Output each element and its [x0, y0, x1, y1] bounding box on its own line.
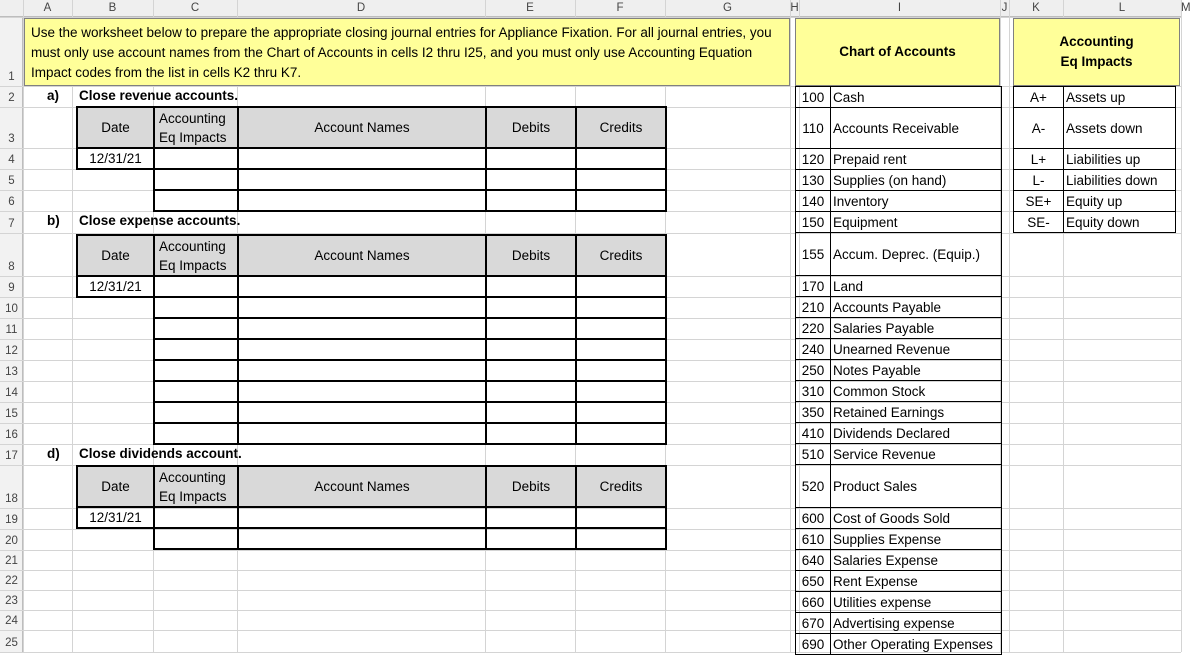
row-header-10[interactable]: 10	[5, 303, 18, 315]
date-cell[interactable]	[77, 169, 154, 190]
date-header-text: Date	[101, 479, 130, 494]
account-name[interactable]: Product Sales	[831, 465, 1002, 508]
impact-code-row	[1014, 108, 1176, 149]
impact-description[interactable]: Equity up	[1064, 191, 1176, 212]
impacts-title-line2: Eq Impacts	[1060, 54, 1133, 69]
section-title: Close revenue accounts.	[79, 88, 239, 103]
debit-cell[interactable]	[486, 318, 576, 339]
account-name-cell[interactable]	[238, 276, 486, 297]
account-name-cell[interactable]	[238, 507, 486, 528]
account-names-header-text: Account Names	[314, 479, 410, 494]
column-header-f[interactable]: F	[616, 2, 624, 14]
chart-of-accounts-table	[795, 86, 1002, 655]
account-number[interactable]: 110	[796, 108, 831, 149]
journal-row	[77, 190, 666, 211]
journal-row	[77, 339, 666, 360]
impacts-header-line2: Eq Impacts	[159, 488, 227, 504]
account-number[interactable]: 240	[796, 339, 831, 360]
debit-cell[interactable]	[486, 507, 576, 528]
journal-row	[77, 528, 666, 549]
column-header-k[interactable]: K	[1032, 2, 1040, 14]
journal-row	[77, 381, 666, 402]
date-cell[interactable]	[77, 402, 154, 423]
debit-cell[interactable]	[486, 381, 576, 402]
row-header-25[interactable]: 25	[5, 637, 18, 649]
debit-cell[interactable]	[486, 528, 576, 549]
impacts-header-line2: Eq Impacts	[159, 129, 227, 145]
impact-code-cell[interactable]	[154, 402, 238, 423]
credit-cell[interactable]	[576, 148, 666, 169]
instructions-text: Use the worksheet below to prepare the appropriate closing journal entries for Appliance Fixation. For all journal entries, you must only use account names from the Chart of Accounts in cells I2 thru I25, and you must only use Accounting Equation Impact codes from the list in cells K2 thru K7.	[31, 25, 772, 80]
account-name[interactable]: Accum. Deprec. (Equip.)	[831, 233, 1002, 276]
impact-code-row	[1014, 191, 1176, 212]
section-letter: d)	[47, 446, 60, 461]
row-header-20[interactable]: 20	[5, 535, 18, 547]
account-row	[796, 339, 1002, 360]
impact-code-cell[interactable]	[154, 148, 238, 169]
account-name[interactable]: Advertising expense	[831, 613, 1002, 634]
account-names-header-text: Account Names	[314, 248, 410, 263]
account-number[interactable]: 170	[796, 276, 831, 297]
section-letter: b)	[47, 213, 60, 228]
journal-row	[77, 360, 666, 381]
credits-header[interactable]	[576, 466, 666, 507]
account-name-cell[interactable]	[238, 381, 486, 402]
impact-code-row	[1014, 87, 1176, 108]
journal-entry-table	[76, 234, 667, 445]
row-header-16[interactable]: 16	[5, 429, 18, 441]
account-number[interactable]: 220	[796, 318, 831, 339]
row-header-8[interactable]: 8	[8, 261, 15, 273]
account-row	[796, 87, 1002, 108]
account-name-cell[interactable]	[238, 402, 486, 423]
account-row	[796, 108, 1002, 149]
row-header-21[interactable]: 21	[5, 555, 18, 567]
row-header-17[interactable]: 17	[5, 450, 18, 462]
credit-cell[interactable]	[576, 276, 666, 297]
date-cell[interactable]	[77, 318, 154, 339]
impact-code[interactable]: L-	[1014, 170, 1064, 191]
impacts-title-line1: Accounting	[1059, 34, 1134, 49]
credit-cell[interactable]	[576, 297, 666, 318]
impact-code-cell[interactable]	[154, 507, 238, 528]
journal-row	[77, 402, 666, 423]
account-names-header[interactable]	[238, 466, 486, 507]
date-header[interactable]	[77, 107, 154, 148]
account-name[interactable]: Accounts Payable	[831, 297, 1002, 318]
account-name-cell[interactable]	[238, 339, 486, 360]
impact-code-cell[interactable]	[154, 318, 238, 339]
account-number[interactable]: 670	[796, 613, 831, 634]
row-header-12[interactable]: 12	[5, 345, 18, 357]
impact-code[interactable]: A-	[1014, 108, 1064, 149]
impact-description[interactable]: Assets down	[1064, 108, 1176, 149]
account-number[interactable]: 150	[796, 212, 831, 233]
account-row	[796, 276, 1002, 297]
date-cell[interactable]: 12/31/21	[77, 148, 154, 169]
column-header-h[interactable]: H	[790, 2, 799, 14]
account-row	[796, 508, 1002, 529]
account-number[interactable]: 310	[796, 381, 831, 402]
account-name-cell[interactable]	[238, 190, 486, 211]
journal-row	[77, 297, 666, 318]
account-row	[796, 592, 1002, 613]
account-name[interactable]: Accounts Receivable	[831, 108, 1002, 149]
impact-code-row	[1014, 170, 1176, 191]
account-number[interactable]: 650	[796, 571, 831, 592]
account-row	[796, 191, 1002, 212]
row-header-1[interactable]: 1	[8, 71, 15, 83]
impacts-header-line1: Accounting	[159, 238, 226, 254]
date-cell[interactable]	[77, 339, 154, 360]
debit-cell[interactable]	[486, 148, 576, 169]
date-header[interactable]	[77, 235, 154, 276]
impact-code-cell[interactable]	[154, 528, 238, 549]
column-header-e[interactable]: E	[526, 2, 534, 14]
account-name-cell[interactable]	[238, 297, 486, 318]
credit-cell[interactable]	[576, 318, 666, 339]
row-header-6[interactable]: 6	[8, 196, 15, 208]
account-name-cell[interactable]	[238, 318, 486, 339]
impact-code-cell[interactable]	[154, 169, 238, 190]
impacts-title	[1013, 18, 1180, 86]
account-row	[796, 529, 1002, 550]
account-name-cell[interactable]	[238, 423, 486, 444]
account-row	[796, 149, 1002, 170]
journal-entry-table	[76, 465, 667, 550]
account-number[interactable]: 600	[796, 508, 831, 529]
account-row	[796, 444, 1002, 465]
row-header-22[interactable]: 22	[5, 575, 18, 587]
journal-row	[77, 148, 666, 169]
row-header-3[interactable]: 3	[8, 133, 15, 145]
account-row	[796, 465, 1002, 508]
section-title: Close dividends account.	[79, 446, 242, 461]
account-row	[796, 212, 1002, 233]
account-name-cell[interactable]	[238, 169, 486, 190]
impacts-header[interactable]	[154, 466, 238, 507]
account-row	[796, 634, 1002, 655]
account-number[interactable]: 155	[796, 233, 831, 276]
debits-header-text: Debits	[511, 120, 551, 135]
account-name[interactable]: Cost of Goods Sold	[831, 508, 1002, 529]
column-header-a[interactable]: A	[43, 2, 52, 14]
row-header-15[interactable]: 15	[5, 408, 18, 420]
credit-cell[interactable]	[576, 360, 666, 381]
account-number[interactable]: 690	[796, 634, 831, 655]
account-number[interactable]: 660	[796, 592, 831, 613]
credit-cell[interactable]	[576, 190, 666, 211]
account-name[interactable]: Salaries Payable	[831, 318, 1002, 339]
account-number[interactable]: 130	[796, 170, 831, 191]
impact-code-row	[1014, 212, 1176, 233]
impact-code-cell[interactable]	[154, 276, 238, 297]
row-header-14[interactable]: 14	[5, 387, 18, 399]
debits-header[interactable]	[486, 107, 576, 148]
account-number[interactable]: 210	[796, 297, 831, 318]
account-name[interactable]: Unearned Revenue	[831, 339, 1002, 360]
debit-cell[interactable]	[486, 190, 576, 211]
column-header-l[interactable]: L	[1118, 2, 1126, 14]
impact-code[interactable]: A+	[1014, 87, 1064, 108]
date-header-text: Date	[101, 248, 130, 263]
journal-row	[77, 423, 666, 444]
debit-cell[interactable]	[486, 402, 576, 423]
impact-code-cell[interactable]	[154, 297, 238, 318]
column-header-g[interactable]: G	[723, 2, 732, 14]
debit-cell[interactable]	[486, 169, 576, 190]
account-name[interactable]: Supplies (on hand)	[831, 170, 1002, 191]
credit-cell[interactable]	[576, 528, 666, 549]
chart-of-accounts-title: Chart of Accounts	[839, 44, 956, 59]
journal-row	[77, 318, 666, 339]
credits-header-text: Credits	[599, 479, 643, 494]
account-name[interactable]: Supplies Expense	[831, 529, 1002, 550]
section-title: Close expense accounts.	[79, 213, 241, 228]
account-name[interactable]: Rent Expense	[831, 571, 1002, 592]
row-header-24[interactable]: 24	[5, 615, 18, 627]
column-header-j[interactable]: J	[1001, 2, 1008, 14]
account-number[interactable]: 610	[796, 529, 831, 550]
account-number[interactable]: 120	[796, 149, 831, 170]
account-row	[796, 233, 1002, 276]
account-number[interactable]: 250	[796, 360, 831, 381]
impact-code-cell[interactable]	[154, 360, 238, 381]
row-header-2[interactable]: 2	[8, 92, 15, 104]
impact-code-cell[interactable]	[154, 339, 238, 360]
credit-cell[interactable]	[576, 423, 666, 444]
account-number[interactable]: 140	[796, 191, 831, 212]
date-header[interactable]	[77, 466, 154, 507]
credit-cell[interactable]	[576, 169, 666, 190]
account-name[interactable]: Equipment	[831, 212, 1002, 233]
impact-code-cell[interactable]	[154, 381, 238, 402]
account-row	[796, 297, 1002, 318]
column-header-m[interactable]: M	[1181, 2, 1191, 14]
account-name-cell[interactable]	[238, 148, 486, 169]
account-number[interactable]: 510	[796, 444, 831, 465]
debit-cell[interactable]	[486, 297, 576, 318]
account-number[interactable]: 350	[796, 402, 831, 423]
date-cell[interactable]: 12/31/21	[77, 507, 154, 528]
account-name[interactable]: Salaries Expense	[831, 550, 1002, 571]
debit-cell[interactable]	[486, 423, 576, 444]
journal-row	[77, 507, 666, 528]
impact-description[interactable]: Liabilities up	[1064, 149, 1176, 170]
row-header-18[interactable]: 18	[5, 493, 18, 505]
credits-header[interactable]	[576, 107, 666, 148]
impact-code-cell[interactable]	[154, 190, 238, 211]
date-cell[interactable]	[77, 381, 154, 402]
impact-description[interactable]: Assets up	[1064, 87, 1176, 108]
column-header-b[interactable]: B	[108, 2, 117, 14]
account-name[interactable]: Retained Earnings	[831, 402, 1002, 423]
date-cell[interactable]	[77, 528, 154, 549]
credits-header-text: Credits	[599, 248, 643, 263]
date-cell[interactable]	[77, 297, 154, 318]
debits-header[interactable]	[486, 235, 576, 276]
row-header-5[interactable]: 5	[8, 175, 15, 187]
impact-code[interactable]: L+	[1014, 149, 1064, 170]
date-cell[interactable]	[77, 190, 154, 211]
impact-code[interactable]: SE-	[1014, 212, 1064, 233]
account-row	[796, 360, 1002, 381]
account-row	[796, 423, 1002, 444]
account-row	[796, 571, 1002, 592]
section-letter: a)	[47, 88, 60, 103]
date-cell[interactable]	[77, 423, 154, 444]
debits-header-text: Debits	[511, 248, 551, 263]
account-name[interactable]: Inventory	[831, 191, 1002, 212]
account-names-header-text: Account Names	[314, 120, 410, 135]
debit-cell[interactable]	[486, 276, 576, 297]
row-header-9[interactable]: 9	[8, 282, 15, 294]
date-cell[interactable]	[77, 360, 154, 381]
credits-header-text: Credits	[599, 120, 643, 135]
row-header-7[interactable]: 7	[8, 218, 15, 230]
date-header-text: Date	[101, 120, 130, 135]
account-name-cell[interactable]	[238, 360, 486, 381]
impact-code-row	[1014, 149, 1176, 170]
impacts-header-line1: Accounting	[159, 110, 226, 126]
account-names-header[interactable]	[238, 235, 486, 276]
account-name[interactable]: Dividends Declared	[831, 423, 1002, 444]
account-number[interactable]: 520	[796, 465, 831, 508]
credit-cell[interactable]	[576, 339, 666, 360]
account-name[interactable]: Land	[831, 276, 1002, 297]
account-name[interactable]: Cash	[831, 87, 1002, 108]
debits-header-text: Debits	[511, 479, 551, 494]
credits-header[interactable]	[576, 235, 666, 276]
account-number[interactable]: 640	[796, 550, 831, 571]
row-header-23[interactable]: 23	[5, 595, 18, 607]
impacts-header-line2: Eq Impacts	[159, 257, 227, 273]
column-header-c[interactable]: C	[190, 2, 200, 14]
journal-row	[77, 276, 666, 297]
account-row	[796, 550, 1002, 571]
impacts-header[interactable]	[154, 235, 238, 276]
impact-codes-table	[1013, 86, 1176, 233]
account-name[interactable]: Common Stock	[831, 381, 1002, 402]
account-row	[796, 318, 1002, 339]
debit-cell[interactable]	[486, 339, 576, 360]
date-cell[interactable]: 12/31/21	[77, 276, 154, 297]
credit-cell[interactable]	[576, 507, 666, 528]
row-header-4[interactable]: 4	[8, 154, 15, 166]
account-number[interactable]: 410	[796, 423, 831, 444]
debit-cell[interactable]	[486, 360, 576, 381]
impact-description[interactable]: Liabilities down	[1064, 170, 1176, 191]
impact-code[interactable]: SE+	[1014, 191, 1064, 212]
account-name[interactable]: Other Operating Expenses	[831, 634, 1002, 655]
account-names-header[interactable]	[238, 107, 486, 148]
account-number[interactable]: 100	[796, 87, 831, 108]
account-name[interactable]: Prepaid rent	[831, 149, 1002, 170]
credit-cell[interactable]	[576, 381, 666, 402]
row-header-13[interactable]: 13	[5, 366, 18, 378]
column-header-d[interactable]: D	[356, 2, 366, 14]
account-row	[796, 170, 1002, 191]
account-name-cell[interactable]	[238, 528, 486, 549]
column-header-i[interactable]: I	[897, 2, 902, 14]
credit-cell[interactable]	[576, 402, 666, 423]
journal-row	[77, 169, 666, 190]
row-header-11[interactable]: 11	[5, 324, 18, 336]
account-row	[796, 381, 1002, 402]
impact-description[interactable]: Equity down	[1064, 212, 1176, 233]
debits-header[interactable]	[486, 466, 576, 507]
account-row	[796, 613, 1002, 634]
row-header-19[interactable]: 19	[5, 514, 18, 526]
impact-code-cell[interactable]	[154, 423, 238, 444]
account-name[interactable]: Utilities expense	[831, 592, 1002, 613]
account-name[interactable]: Notes Payable	[831, 360, 1002, 381]
impacts-header-line1: Accounting	[159, 469, 226, 485]
impacts-header[interactable]	[154, 107, 238, 148]
journal-entry-table	[76, 106, 667, 212]
account-row	[796, 402, 1002, 423]
account-name[interactable]: Service Revenue	[831, 444, 1002, 465]
